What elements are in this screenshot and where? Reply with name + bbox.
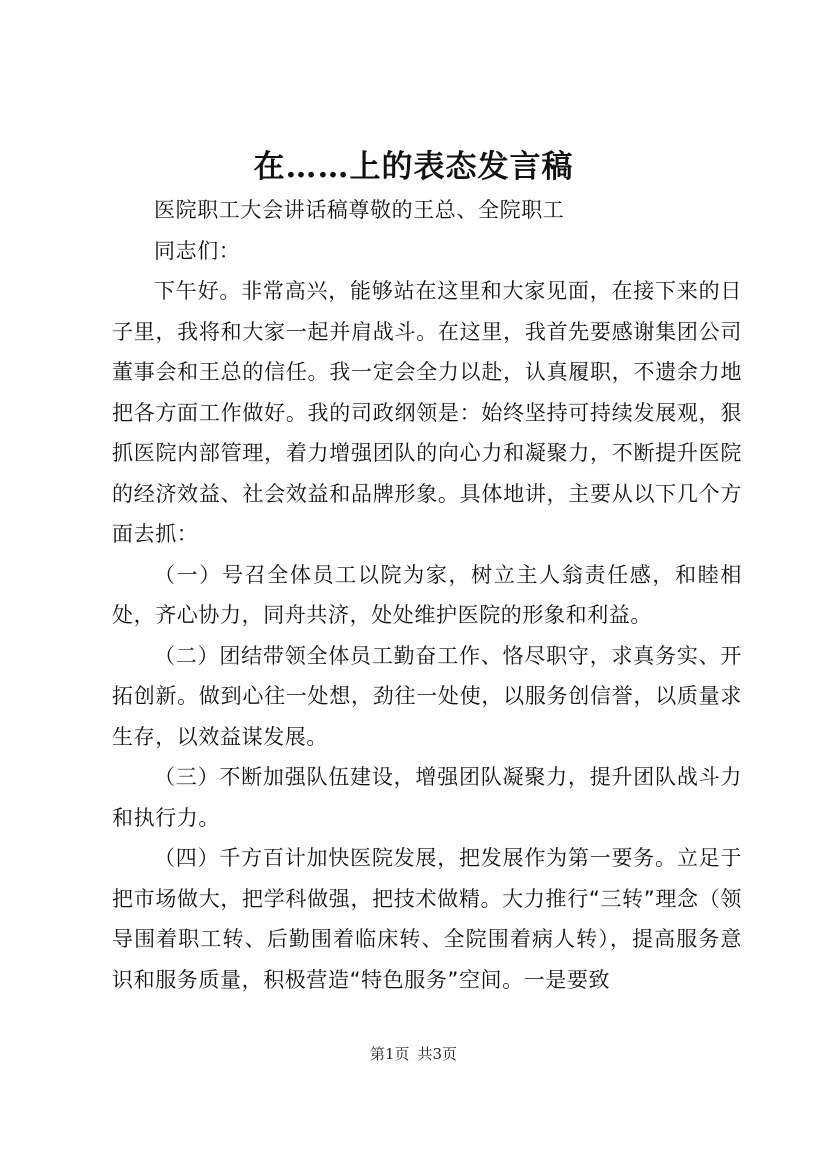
document-body (112, 190, 742, 1000)
paragraph: 医院职工大会讲话稿尊敬的王总、全院职工 (154, 198, 565, 222)
paragraph: （四）千方百计加快医院发展，把发展作为第一要务。立足于把市场做大，把学科做强，把技术做精。大力推行“三转”理念（领导围着职工转、后勤围着临床转、全院围着病人转），提高服务意识和服务质量，积极营造“特色服务”空间。一是要致 (112, 846, 742, 992)
paragraph: （一）号召全体员工以院为家，树立主人翁责任感，和睦相处，齐心协力，同舟共济，处处维护医院的形象和利益。 (112, 562, 742, 627)
page-footer (0, 1044, 827, 1064)
page-total: 共3页 (417, 1045, 458, 1063)
paragraph: 同志们： (154, 238, 241, 263)
page-number: 第1页 (369, 1045, 410, 1063)
paragraph: （二）团结带领全体员工勤奋工作、恪尽职守，求真务实、开拓创新。做到心往一处想，劲往一处使，以服务创信誉，以质量求生存，以效益谋发展。 (112, 643, 742, 749)
paragraph: （三）不断加强队伍建设，增强团队凝聚力，提升团队战斗力和执行力。 (112, 765, 742, 830)
document-title: 在……上的表态发言稿 (253, 149, 574, 185)
paragraph: 下午好。非常高兴，能够站在这里和大家见面，在接下来的日子里，我将和大家一起并肩战斗。在这里，我首先要感谢集团公司董事会和王总的信任。我一定会全力以赴，认真履职，不遗余力地把各方面工作做好。我的司政纲领是：始终坚持可持续发展观，狠抓医院内部管理，着力增强团队的向心力和凝聚力，不断提升医院的经济效益、社会效益和品牌形象。具体地讲，主要从以下几个方面去抓： (112, 279, 742, 546)
